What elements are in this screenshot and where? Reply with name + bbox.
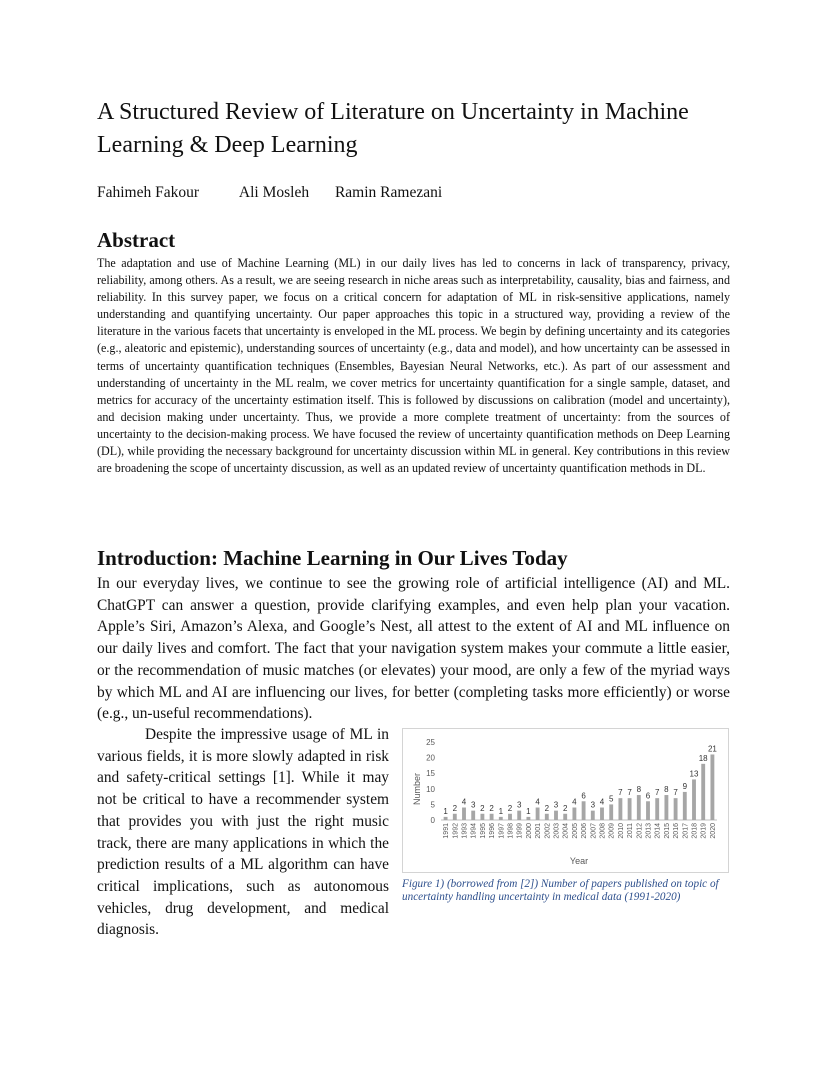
- x-axis-title: Year: [569, 856, 589, 866]
- x-tick-label: 2010: [617, 823, 625, 839]
- x-tick-label: 1994: [470, 823, 478, 839]
- y-tick-label: 0: [430, 816, 435, 825]
- x-tick-label: 1991: [443, 823, 451, 839]
- bar: [508, 814, 512, 820]
- x-tick-label: 2006: [581, 823, 589, 839]
- x-tick-label: 2004: [562, 823, 570, 839]
- x-tick-label: 2011: [627, 823, 635, 839]
- bar-chart: [403, 729, 728, 872]
- data-label: 9: [682, 781, 688, 791]
- y-axis-title: Number: [412, 772, 422, 806]
- author-name: Fahimeh Fakour: [97, 184, 200, 201]
- data-label: 6: [645, 791, 651, 801]
- bar: [444, 817, 448, 820]
- x-tick-label: 2019: [700, 823, 708, 839]
- x-tick-label: 2012: [636, 823, 644, 839]
- y-tick-label: 5: [430, 800, 435, 810]
- data-label: 6: [581, 791, 586, 801]
- bar: [462, 808, 466, 820]
- bar: [536, 808, 540, 820]
- figure-papers-per-year: [402, 728, 729, 873]
- bar: [664, 795, 668, 820]
- paper-title: A Structured Review of Literature on Uncertainty in Machine Learning & Deep Learning: [97, 99, 689, 158]
- data-label: 3: [590, 800, 596, 810]
- data-label: 3: [516, 800, 522, 810]
- bar: [563, 814, 567, 820]
- bar: [609, 804, 613, 820]
- data-label: 7: [654, 788, 660, 798]
- bar: [637, 795, 641, 820]
- bar: [618, 798, 622, 820]
- x-tick-label: 2002: [544, 823, 552, 839]
- x-tick-label: 2015: [663, 823, 671, 839]
- data-label: 2: [507, 803, 513, 813]
- data-label: 4: [535, 797, 540, 807]
- bar: [582, 801, 586, 820]
- bar: [554, 811, 558, 820]
- bar: [646, 801, 650, 820]
- bar: [545, 814, 549, 820]
- intro-paragraph-2: Despite the impressive usage of ML in various fields, it is more slowly adapted in risk and safety-critical settings [1]. While it may not be critical to have a recommender system that provides you with just the right music track, there are many applications in which the prediction results of a ML algorithm can have critical implications, such as autonomous vehicles, drug development, and medical diagnosis.: [97, 726, 389, 939]
- data-label: 21: [707, 744, 717, 754]
- bar: [591, 811, 595, 820]
- x-tick-label: 1997: [498, 823, 506, 839]
- data-label: 1: [498, 806, 504, 816]
- data-label: 8: [664, 785, 669, 795]
- x-tick-label: 2005: [571, 823, 579, 839]
- x-tick-label: 1998: [507, 823, 515, 839]
- x-tick-label: 2017: [682, 823, 690, 839]
- x-tick-label: 2000: [525, 823, 533, 839]
- x-tick-label: 1999: [516, 823, 524, 839]
- bar: [526, 817, 530, 820]
- x-tick-label: 2020: [709, 823, 717, 839]
- data-label: 7: [673, 788, 678, 798]
- x-tick-label: 1996: [489, 823, 497, 839]
- bar: [600, 808, 604, 820]
- data-label: 2: [562, 803, 568, 813]
- data-label: 4: [599, 797, 605, 807]
- bar: [480, 814, 484, 820]
- author-name: Ramin Ramezani: [334, 184, 443, 201]
- x-tick-label: 1992: [452, 823, 460, 839]
- bar: [490, 814, 494, 820]
- data-label: 7: [627, 788, 632, 798]
- author-list: [97, 184, 478, 202]
- data-label: 3: [470, 800, 476, 810]
- data-label: 3: [553, 800, 559, 810]
- data-label: 2: [480, 803, 485, 813]
- data-label: 13: [689, 769, 699, 779]
- bar: [710, 754, 714, 820]
- data-label: 7: [618, 788, 623, 798]
- x-tick-label: 2003: [553, 823, 561, 839]
- data-label: 2: [489, 803, 494, 813]
- y-tick-label: 25: [426, 738, 435, 747]
- x-tick-label: 2009: [608, 823, 616, 839]
- bar: [517, 811, 521, 820]
- bar: [453, 814, 457, 820]
- data-label: 1: [443, 806, 448, 816]
- x-tick-label: 1993: [461, 823, 469, 839]
- introduction-heading: Introduction: Machine Learning in Our Lives Today: [97, 546, 568, 570]
- x-tick-label: 2007: [590, 823, 598, 839]
- data-label: 4: [461, 797, 467, 807]
- data-label: 2: [452, 803, 458, 813]
- bar: [683, 792, 687, 820]
- author-name: Ali Mosleh: [238, 184, 310, 201]
- y-tick-label: 10: [426, 784, 435, 794]
- abstract-heading: Abstract: [97, 228, 176, 252]
- bar: [692, 779, 696, 820]
- y-tick-label: 15: [426, 769, 435, 779]
- data-label: 18: [698, 753, 708, 763]
- bar: [499, 817, 503, 820]
- y-tick-label: 20: [426, 753, 435, 763]
- x-tick-label: 2016: [673, 823, 681, 839]
- data-label: 1: [526, 806, 531, 816]
- bar: [701, 764, 705, 820]
- bar: [628, 798, 632, 820]
- x-tick-label: 1995: [479, 823, 487, 839]
- x-tick-label: 2008: [599, 823, 607, 839]
- bar: [471, 811, 475, 820]
- abstract-text: The adaptation and use of Machine Learning (ML) in our daily lives has led to concerns in lack of transparency, privacy, reliability, among others. As a result, we are seeing research in niche areas such as interpretability, causality, bias and fairness, and reliability. In this survey paper, we focus on a critical concern for adaptation of ML in risk-sensitive applications, namely understanding and quantifying uncertainty. Our paper approaches this topic in a structured way, providing a review of the literature in the various facets that uncertainty is enveloped in the ML process. We begin by defining uncertainty and its categories (e.g., aleatoric and epistemic), understanding sources of uncertainty (e.g., data and model), and how uncertainty can be assessed in terms of uncertainty quantification techniques (Ensembles, Bayesian Neural Networks, etc.). As part of our assessment and understanding of uncertainty in the ML realm, we cover metrics for uncertainty quantification for a single sample, dataset, and metrics for accuracy of the uncertainty estimation itself. This is followed by discussions on calibration (model and uncertainty), and decision making under uncertainty. Thus, we provide a more complete treatment of uncertainty: from the sources of uncertainty to the decision-making process. We have focused the review of uncertainty quantification methods on Deep Learning (DL), while providing the necessary background for uncertainty discussion within ML in general. Key contributions in this review are broadening the scope of uncertainty discussion, as well as an updated review of uncertainty quantification methods in DL.: [97, 256, 730, 476]
- data-label: 8: [636, 785, 642, 795]
- x-tick-label: 2001: [535, 823, 543, 839]
- data-label: 2: [544, 803, 550, 813]
- intro-paragraph-1: In our everyday lives, we continue to see the growing role of artificial intelligence (AI) and ML. ChatGPT can answer a question, provide clarifying examples, and even help plan your vacation. Apple’s Siri, Amazon’s Alexa, and Google’s Nest, all attest to the extent of AI and ML influence on our daily lives and comfort. The fact that your navigation system makes your commute a little easier, or the recommendation of music matches (or elevates) your mood, are only a few of the myriad ways by which ML and AI are influencing our lives, for better (completing tasks more efficiently) or worse (e.g., un-useful recommendations).: [97, 575, 730, 723]
- bar: [674, 798, 678, 820]
- x-tick-label: 2014: [654, 823, 662, 839]
- data-label: 4: [572, 797, 577, 807]
- figure-caption: Figure 1) (borrowed from [2]) Number of papers published on topic of uncertainty handling uncertainty in medical data (1991-2020): [402, 878, 719, 904]
- x-tick-label: 2013: [645, 823, 653, 839]
- bar: [572, 808, 576, 820]
- bar: [655, 798, 659, 820]
- data-label: 5: [608, 794, 614, 804]
- x-tick-label: 2018: [691, 823, 699, 839]
